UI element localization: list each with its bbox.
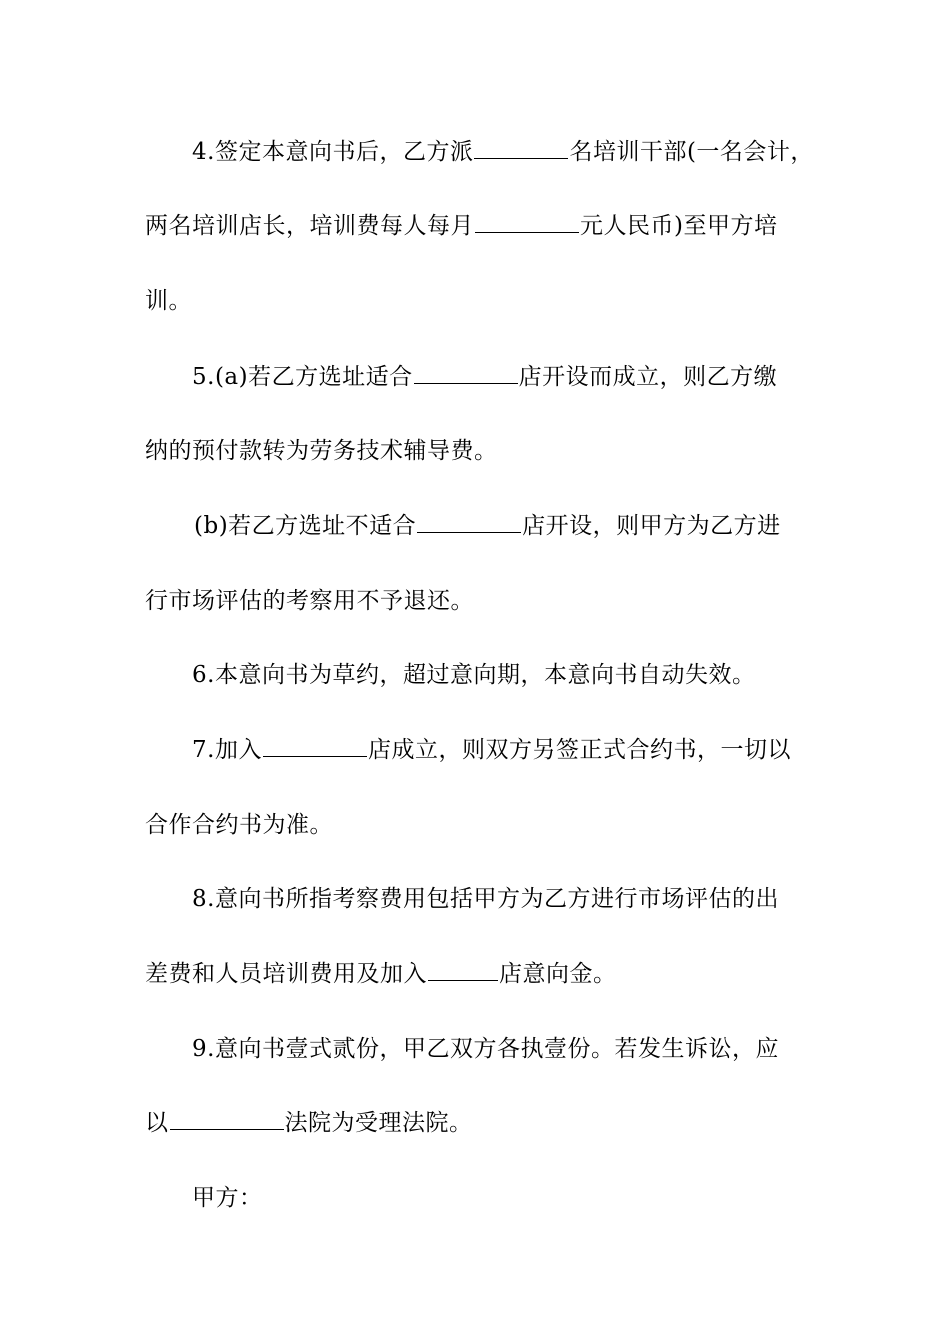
- item-9-text-2b: 法院为受理法院。: [284, 1110, 473, 1136]
- item-5b-text-1a: (b)若乙方选址不适合: [194, 513, 417, 539]
- item-4-text-1b: 名培训干部(一名会计，: [569, 139, 814, 165]
- item-9-line-2: [145, 1108, 473, 1138]
- item-4-blank-trainee-count[interactable]: [474, 138, 568, 159]
- item-7-text-2: 合作合约书为准。: [145, 812, 333, 838]
- item-8-line-2: [145, 959, 617, 989]
- item-7-line-1: [192, 735, 791, 765]
- item-5b-line-2: [145, 586, 474, 616]
- item-9-text-2a: 以: [145, 1110, 169, 1136]
- item-8-line-1: [192, 884, 779, 914]
- party-a-line: [192, 1183, 263, 1213]
- item-4-text-3: 训。: [145, 288, 192, 314]
- item-5b-line-1: [194, 511, 781, 541]
- item-5a-blank-store-name[interactable]: [414, 363, 518, 384]
- item-6-line-1: [192, 660, 755, 690]
- item-5a-text-1b: 店开设而成立，则乙方缴: [518, 364, 778, 390]
- item-5b-text-2: 行市场评估的考察用不予退还。: [145, 588, 474, 614]
- item-4-line-1: [192, 137, 814, 167]
- item-5b-text-1b: 店开设，则甲方为乙方进: [522, 513, 781, 539]
- item-7-text-1b: 店成立，则双方另签正式合约书，一切以: [367, 737, 791, 763]
- item-7-blank-store-name[interactable]: [263, 736, 367, 757]
- item-9-blank-court-name[interactable]: [170, 1109, 284, 1130]
- item-8-text-2b: 店意向金。: [499, 961, 617, 987]
- party-a-label: 甲方：: [192, 1185, 263, 1211]
- item-4-line-3: [145, 286, 192, 316]
- item-8-blank-store-name[interactable]: [428, 960, 498, 981]
- item-6-text: 6.本意向书为草约，超过意向期，本意向书自动失效。: [192, 662, 756, 688]
- item-7-text-1a: 7.加入: [192, 737, 262, 763]
- item-5b-blank-store-name[interactable]: [417, 512, 521, 533]
- item-5a-line-2: [145, 436, 498, 466]
- item-4-text-2a: 两名培训店长，培训费每人每月: [145, 213, 474, 239]
- item-8-text-1: 8.意向书所指考察费用包括甲方为乙方进行市场评估的出: [192, 886, 779, 912]
- item-7-line-2: [145, 810, 333, 840]
- item-9-text-1: 9.意向书壹式贰份，甲乙双方各执壹份。若发生诉讼，应: [192, 1036, 779, 1062]
- item-5a-line-1: [192, 362, 777, 392]
- item-4-text-2b: 元人民币)至甲方培: [580, 213, 778, 239]
- item-4-line-2: [145, 211, 777, 241]
- item-8-text-2a: 差费和人员培训费用及加入: [145, 961, 427, 987]
- item-5a-text-2: 纳的预付款转为劳务技术辅导费。: [145, 438, 498, 464]
- item-4-text-1a: 4.签定本意向书后，乙方派: [192, 139, 474, 165]
- item-5a-text-1a: 5.(a)若乙方选址适合: [192, 364, 413, 390]
- item-9-line-1: [192, 1034, 779, 1064]
- item-4-blank-training-fee[interactable]: [475, 212, 579, 233]
